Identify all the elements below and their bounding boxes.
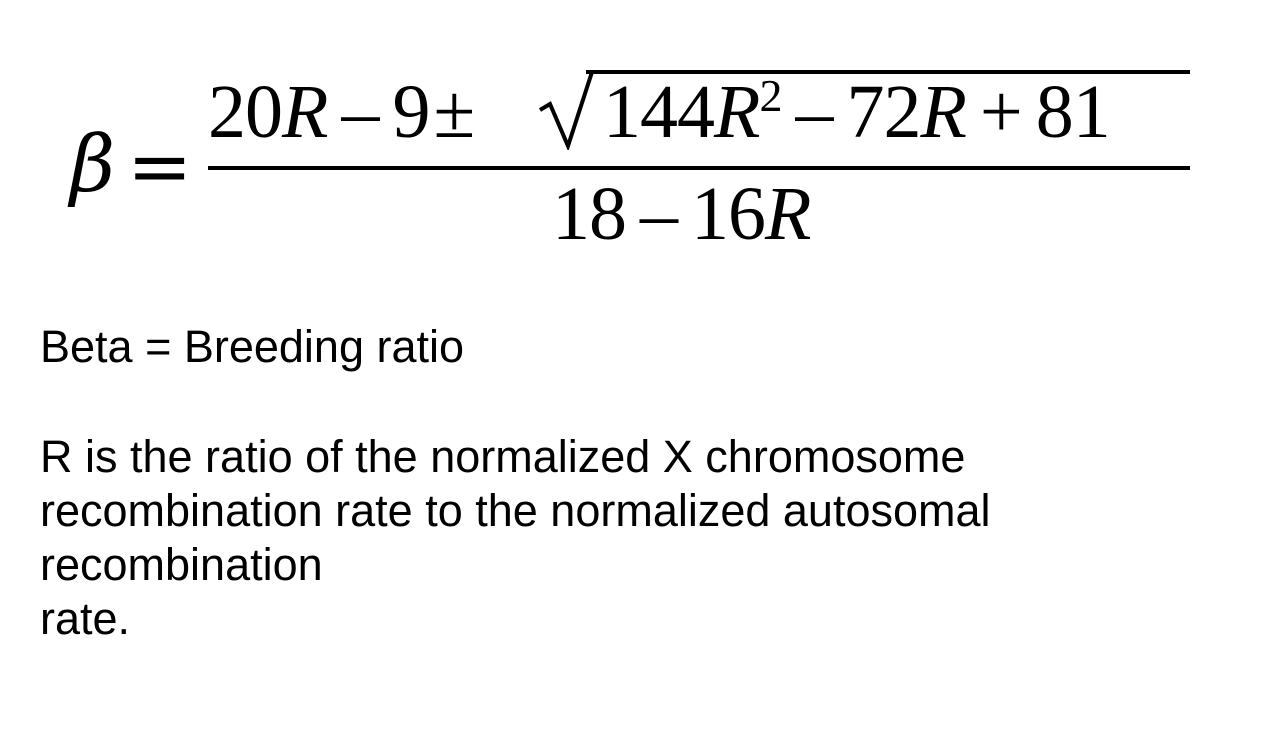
equals-sign: = <box>127 122 193 212</box>
denominator-coefficient: 16 <box>691 172 765 256</box>
r-definition-line: R is the ratio of the normalized X chromosome <box>40 431 966 482</box>
breeding-ratio-formula <box>0 0 1276 270</box>
fraction-numerator <box>208 70 1190 154</box>
r-definition <box>40 430 991 646</box>
radicand-exponent: 2 <box>759 70 782 121</box>
radicand-var-2: R <box>920 70 966 154</box>
radicand-coef-1: 144 <box>603 70 714 154</box>
radicand-constant: 81 <box>1035 70 1110 154</box>
r-definition-line: recombination rate to the normalized autosomal <box>40 485 991 536</box>
numerator-variable: R <box>282 70 328 154</box>
fraction-bar <box>208 166 1190 170</box>
numerator-coefficient: 20 <box>208 70 282 154</box>
square-root-icon <box>538 70 600 150</box>
denominator-constant: 18 <box>552 172 626 256</box>
r-definition-line: recombination <box>40 539 323 590</box>
radicand-coef-2: 72 <box>846 70 921 154</box>
beta-definition: Beta = Breeding ratio <box>40 321 465 372</box>
numerator-minus: – <box>341 70 379 154</box>
numerator-linear-part <box>208 70 478 154</box>
radicand-var-1: R <box>714 70 760 154</box>
r-definition-line: rate. <box>40 593 131 644</box>
fraction-denominator <box>552 172 811 256</box>
radicand-expression <box>603 70 1110 154</box>
radicand-plus: + <box>979 70 1022 154</box>
denominator-variable: R <box>765 172 811 256</box>
beta-symbol: β <box>70 120 116 210</box>
radicand-minus: – <box>795 70 833 154</box>
plus-minus-sign: ± <box>433 70 475 154</box>
denominator-minus: – <box>640 172 677 256</box>
numerator-constant: 9 <box>392 70 430 154</box>
